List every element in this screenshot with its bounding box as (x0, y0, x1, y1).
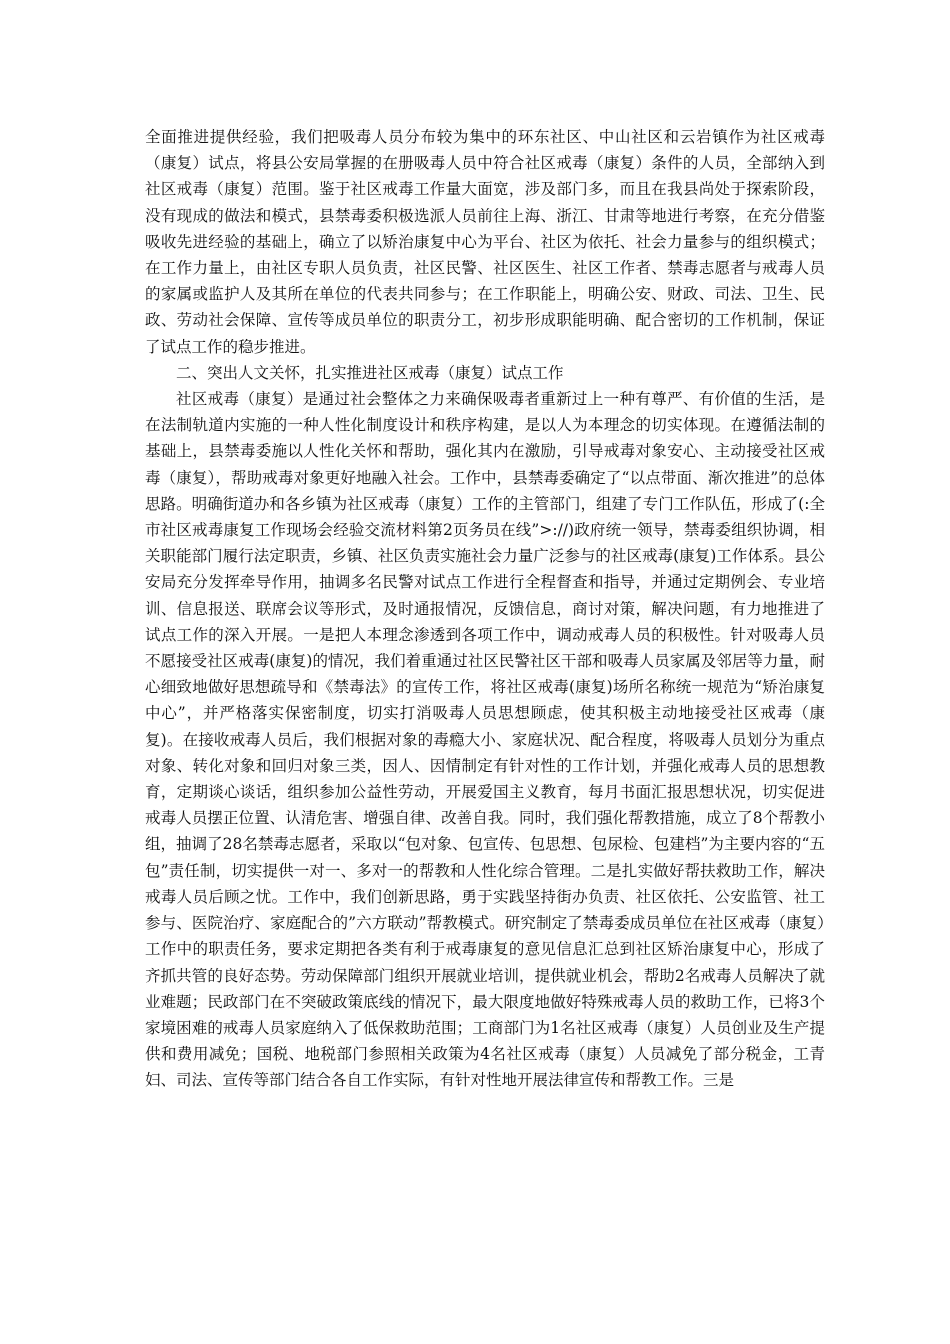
paragraph-continuation: 全面推进提供经验，我们把吸毒人员分布较为集中的环东社区、中山社区和云岩镇作为社区戒毒（康复）试点，将县公安局掌握的在册吸毒人员中符合社区戒毒（康复）条件的人员，全部纳入到社区戒毒（康复）范围。鉴于社区戒毒工作量大面宽，涉及部门多，而且在我县尚处于探索阶段，没有现成的做法和模式，县禁毒委积极选派人员前往上海、浙江、甘肃等地进行考察，在充分借鉴吸收先进经验的基础上，确立了以矫治康复中心为平台、社区为依托、社会力量参与的组织模式；在工作力量上，由社区专职人员负责，社区民警、社区医生、社区工作者、禁毒志愿者与戒毒人员的家属或监护人及其所在单位的代表共同参与；在工作职能上，明确公安、财政、司法、卫生、民政、劳动社会保障、宣传等成员单位的职责分工，初步形成职能明确、配合密切的工作机制，保证了试点工作的稳步推进。 (145, 128, 825, 356)
document-body (145, 124, 825, 1094)
paragraph-main: 社区戒毒（康复）是通过社会整体之力来确保吸毒者重新过上一种有尊严、有价值的生活，是在法制轨道内实施的一种人性化制度设计和秩序构建，是以人为本理念的切实体现。在遵循法制的基础上，县禁毒委施以人性化关怀和帮助，强化其内在激励，引导戒毒对象安心、主动接受社区戒毒（康复），帮助戒毒对象更好地融入社会。工作中，县禁毒委确定了“以点带面、渐次推进”的总体思路。明确街道办和各乡镇为社区戒毒（康复）工作的主管部门，组建了专门工作队伍，形成了(:全市社区戒毒康复工作现场会经验交流材料第2页务员在线”>://)政府统一领导，禁毒委组织协调，相关职能部门履行法定职责，乡镇、社区负责实施社会力量广泛参与的社区戒毒(康复)工作体系。县公安局充分发挥牵导作用，抽调多名民警对试点工作进行全程督查和指导，并通过定期例会、专业培训、信息报送、联席会议等形式，及时通报情况，反馈信息，商讨对策，解决问题，有力地推进了试点工作的深入开展。一是把人本理念渗透到各项工作中，调动戒毒人员的积极性。针对吸毒人员不愿接受社区戒毒(康复)的情况，我们着重通过社区民警社区干部和吸毒人员家属及邻居等力量，耐心细致地做好思想疏导和《禁毒法》的宣传工作，将社区戒毒(康复)场所名称统一规范为“矫治康复中心”，并严格落实保密制度，切实打消吸毒人员思想顾虑，使其积极主动地接受社区戒毒（康复)。在接收戒毒人员后，我们根据对象的毒瘾大小、家庭状况、配合程度，将吸毒人员划分为重点对象、转化对象和回归对象三类，因人、因情制定有针对性的工作计划，并强化戒毒人员的思想教育，定期谈心谈话，组织参加公益性劳动，开展爱国主义教育，每月书面汇报思想状况，切实促进戒毒人员摆正位置、认清危害、增强自律、改善自我。同时，我们强化帮教措施，成立了8个帮教小组，抽调了28名禁毒志愿者，采取以“包对象、包宣传、包思想、包尿检、包建档”为主要内容的“五包”责任制，切实提供一对一、多对一的帮教和人性化综合管理。二是扎实做好帮扶救助工作，解决戒毒人员后顾之忧。工作中，我们创新思路，勇于实践坚持街办负责、社区依托、公安监管、社工参与、医院治疗、家庭配合的”六方联动”帮教模式。研究制定了禁毒委成员单位在社区戒毒（康复）工作中的职责任务，要求定期把各类有利于戒毒康复的意见信息汇总到社区矫治康复中心，形成了齐抓共管的良好态势。劳动保障部门组织开展就业培训，提供就业机会，帮助2名戒毒人员解决了就业难题；民政部门在不突破政策底线的情况下，最大限度地做好特殊戒毒人员的救助工作，已将3个家境困难的戒毒人员家庭纳入了低保救助范围；工商部门为1名社区戒毒（康复）人员创业及生产提供和费用减免；国税、地税部门参照相关政策为4名社区戒毒（康复）人员减免了部分税金，工青妇、司法、宣传等部门结合各自工作实际，有针对性地开展法律宣传和帮教工作。三是 (145, 390, 825, 1090)
section-heading: 二、突出人文关怀，扎实推进社区戒毒（康复）试点工作 (176, 363, 564, 382)
